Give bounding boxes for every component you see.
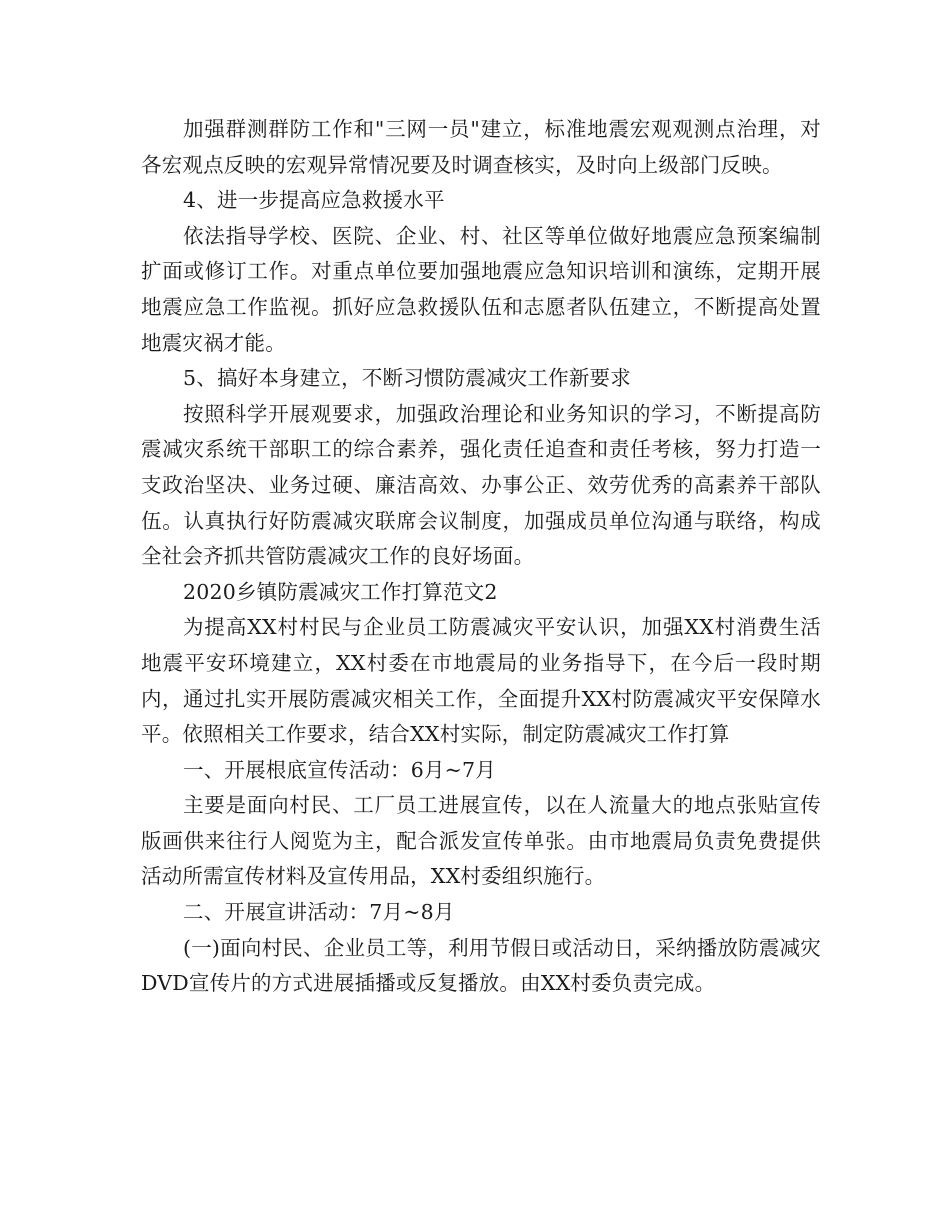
paragraph-staff-quality: 按照科学开展观要求，加强政治理论和业务知识的学习，不断提高防震减灾系统干部职工的综合素养，强化责任追查和责任考核，努力打造一支政治坚决、业务过硬、廉洁高效、办事公正、效劳优秀的高素养干部队伍。认真执行好防震减灾联席会议制度，加强成员单位沟通与联络，构成全社会齐抓共管防震减灾工作的良好场面。 (141, 401, 821, 569)
section-heading-lectures: 二、开展宣讲活动：7月~8月 (183, 900, 455, 925)
paragraph-lectures-detail: (一)面向村民、企业员工等，利用节假日或活动日，采纳播放防震减灾DVD宣传片的方式进展插播或反复播放。由XX村委负责完成。 (141, 935, 821, 996)
paragraph-group-monitoring: 加强群测群防工作和"三网一员"建立，标准地震宏观观测点治理，对各宏观点反映的宏观异常情况要及时调查核实，及时向上级部门反映。 (141, 117, 821, 177)
paragraph-publicity-detail: 主要是面向村民、工厂员工进展宣传，以在人流量大的地点张贴宣传版画供来往行人阅览为主，配合派发宣传单张。由市地震局负责免费提供活动所需宣传材料及宣传用品，XX村委组织施行。 (141, 793, 821, 889)
document-body (141, 112, 821, 1002)
section-heading-self-building: 5、搞好本身建立，不断习惯防震减灾工作新要求 (183, 366, 631, 391)
paragraph-emergency-plans: 依法指导学校、医院、企业、村、社区等单位做好地震应急预案编制扩面或修订工作。对重点单位要加强地震应急知识培训和演练，定期开展地震应急工作监视。抓好应急救援队伍和志愿者队伍建立，不断提高处置地震灾祸才能。 (141, 223, 821, 355)
document-subtitle: 2020乡镇防震减灾工作打算范文2 (183, 579, 498, 604)
paragraph-village-intro: 为提高XX村村民与企业员工防震减灾平安认识，加强XX村消费生活地震平安环境建立，XX村委在市地震局的业务指导下，在今后一段时期内，通过扎实开展防震减灾相关工作，全面提升XX村防震减灾平安保障水平。依照相关工作要求，结合XX村实际，制定防震减灾工作打算 (141, 615, 821, 747)
section-heading-publicity: 一、开展根底宣传活动：6月~7月 (183, 757, 496, 782)
section-heading-emergency-rescue: 4、进一步提高应急救援水平 (183, 188, 445, 213)
